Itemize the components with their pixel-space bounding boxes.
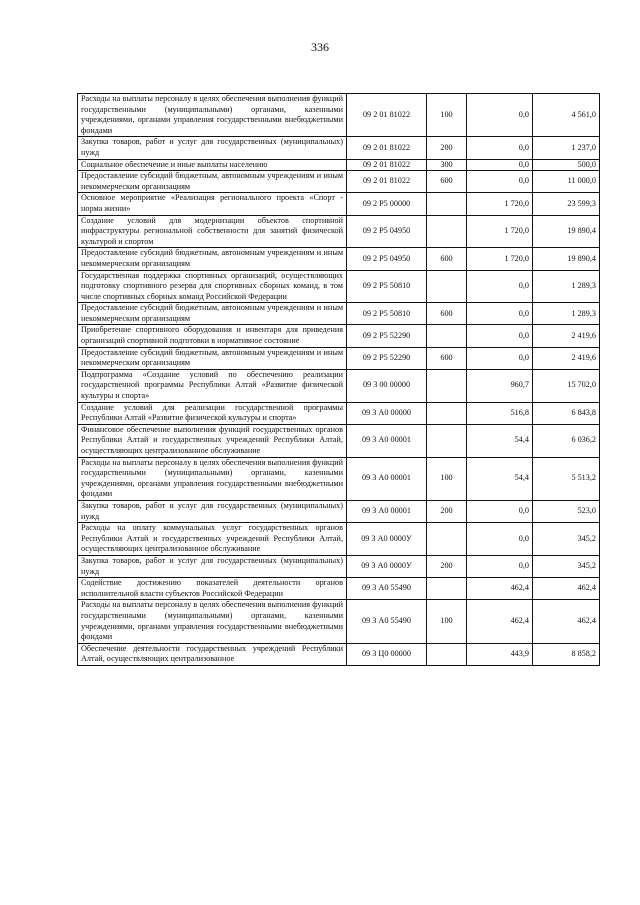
table-row xyxy=(78,159,600,171)
row-name-cell: Основное мероприятие «Реализация регионального проекта «Спорт - норма жизни» xyxy=(78,193,347,215)
row-amount-1-cell: 0,0 xyxy=(467,303,533,325)
row-expense-type-cell: 100 xyxy=(427,94,467,137)
row-expense-type-cell: 600 xyxy=(427,248,467,270)
table-row xyxy=(78,402,600,424)
row-name-cell: Предоставление субсидий бюджетным, автономным учреждениям и иным некоммерческим организациям xyxy=(78,347,347,369)
row-name-cell: Обеспечение деятельности государственных учреждений Республики Алтай, осуществляющих централизованное xyxy=(78,643,347,665)
row-code-cell: 09 3 А0 00000 xyxy=(347,402,427,424)
row-code-cell: 09 2 01 81022 xyxy=(347,159,427,171)
table-row xyxy=(78,457,600,500)
row-amount-1-cell: 1 720,0 xyxy=(467,248,533,270)
row-amount-2-cell: 8 858,2 xyxy=(533,643,600,665)
row-name-cell: Закупка товаров, работ и услуг для государственных (муниципальных) нужд xyxy=(78,500,347,522)
table-row xyxy=(78,248,600,270)
table-row xyxy=(78,424,600,457)
row-amount-2-cell: 345,2 xyxy=(533,555,600,577)
row-expense-type-cell: 100 xyxy=(427,457,467,500)
row-name-cell: Расходы на выплаты персоналу в целях обеспечения выполнения функций государственными (муниципальными) органами, казенными учреждениями, органами управления государственными внебюджетными фондами xyxy=(78,94,347,137)
row-amount-1-cell: 54,4 xyxy=(467,424,533,457)
row-code-cell: 09 2 01 81022 xyxy=(347,137,427,159)
row-amount-1-cell: 0,0 xyxy=(467,500,533,522)
row-name-cell: Предоставление субсидий бюджетным, автономным учреждениям и иным некоммерческим организациям xyxy=(78,248,347,270)
row-expense-type-cell xyxy=(427,578,467,600)
table-row xyxy=(78,303,600,325)
table-row xyxy=(78,347,600,369)
row-amount-1-cell: 0,0 xyxy=(467,325,533,347)
row-amount-2-cell: 4 561,0 xyxy=(533,94,600,137)
row-expense-type-cell xyxy=(427,270,467,303)
row-expense-type-cell xyxy=(427,523,467,556)
row-name-cell: Предоставление субсидий бюджетным, автономным учреждениям и иным некоммерческим организациям xyxy=(78,303,347,325)
row-amount-1-cell: 0,0 xyxy=(467,171,533,193)
row-expense-type-cell xyxy=(427,402,467,424)
row-amount-2-cell: 15 702,0 xyxy=(533,369,600,402)
row-code-cell: 09 3 А0 00001 xyxy=(347,500,427,522)
row-amount-1-cell: 1 720,0 xyxy=(467,193,533,215)
row-expense-type-cell: 200 xyxy=(427,555,467,577)
row-code-cell: 09 2 01 81022 xyxy=(347,94,427,137)
row-code-cell: 09 3 Ц0 00000 xyxy=(347,643,427,665)
row-name-cell: Расходы на выплаты персоналу в целях обеспечения выполнения функций государственными (муниципальными) органами, казенными учреждениями, органами управления государственными внебюджетными фондами xyxy=(78,600,347,643)
row-amount-2-cell: 345,2 xyxy=(533,523,600,556)
table-row xyxy=(78,325,600,347)
table-row xyxy=(78,193,600,215)
page-number: 336 xyxy=(311,40,329,54)
row-expense-type-cell: 600 xyxy=(427,303,467,325)
row-code-cell: 09 2 P5 04950 xyxy=(347,215,427,248)
row-code-cell: 09 3 А0 0000У xyxy=(347,555,427,577)
row-amount-1-cell: 0,0 xyxy=(467,159,533,171)
row-name-cell: Предоставление субсидий бюджетным, автономным учреждениям и иным некоммерческим организациям xyxy=(78,171,347,193)
table-row xyxy=(78,578,600,600)
row-amount-2-cell: 500,0 xyxy=(533,159,600,171)
row-code-cell: 09 3 А0 55490 xyxy=(347,600,427,643)
row-expense-type-cell: 300 xyxy=(427,159,467,171)
row-expense-type-cell: 200 xyxy=(427,500,467,522)
row-name-cell: Государственная поддержка спортивных организаций, осуществляющих подготовку спортивного резерва для спортивных сборных команд, в том числе спортивных сборных команд Российской Федерации xyxy=(78,270,347,303)
row-name-cell: Закупка товаров, работ и услуг для государственных (муниципальных) нужд xyxy=(78,137,347,159)
row-name-cell: Подпрограмма «Создание условий по обеспечению реализации государственной программы Республики Алтай «Развитие физической культуры и спорта» xyxy=(78,369,347,402)
row-amount-2-cell: 523,0 xyxy=(533,500,600,522)
row-code-cell: 09 3 00 00000 xyxy=(347,369,427,402)
row-amount-1-cell: 0,0 xyxy=(467,137,533,159)
row-amount-2-cell: 11 000,0 xyxy=(533,171,600,193)
row-amount-1-cell: 462,4 xyxy=(467,600,533,643)
table-row xyxy=(78,523,600,556)
row-amount-1-cell: 0,0 xyxy=(467,347,533,369)
table-row xyxy=(78,270,600,303)
row-amount-2-cell: 2 419,6 xyxy=(533,347,600,369)
row-amount-2-cell: 462,4 xyxy=(533,600,600,643)
row-name-cell: Создание условий для модернизации объектов спортивной инфраструктуры региональной собственности для занятий физической культурой и спортом xyxy=(78,215,347,248)
table-row xyxy=(78,94,600,137)
row-expense-type-cell: 200 xyxy=(427,137,467,159)
row-code-cell: 09 3 А0 0000У xyxy=(347,523,427,556)
table-row xyxy=(78,600,600,643)
row-code-cell: 09 3 А0 00001 xyxy=(347,457,427,500)
row-amount-1-cell: 0,0 xyxy=(467,523,533,556)
budget-table xyxy=(77,93,600,666)
row-expense-type-cell: 100 xyxy=(427,600,467,643)
row-amount-1-cell: 54,4 xyxy=(467,457,533,500)
row-amount-1-cell: 0,0 xyxy=(467,94,533,137)
row-amount-2-cell: 1 289,3 xyxy=(533,303,600,325)
table-row xyxy=(78,555,600,577)
table-row xyxy=(78,215,600,248)
budget-table-body xyxy=(78,94,600,666)
table-row xyxy=(78,137,600,159)
row-name-cell: Расходы на выплаты персоналу в целях обеспечения выполнения функций государственными (муниципальными) органами, казенными учреждениями, органами управления государственными внебюджетными фондами xyxy=(78,457,347,500)
row-code-cell: 09 2 P5 00000 xyxy=(347,193,427,215)
row-code-cell: 09 2 P5 50810 xyxy=(347,303,427,325)
row-expense-type-cell: 600 xyxy=(427,347,467,369)
row-code-cell: 09 2 P5 50810 xyxy=(347,270,427,303)
row-expense-type-cell xyxy=(427,215,467,248)
row-amount-2-cell: 2 419,6 xyxy=(533,325,600,347)
row-amount-1-cell: 516,8 xyxy=(467,402,533,424)
row-amount-2-cell: 5 513,2 xyxy=(533,457,600,500)
row-amount-1-cell: 443,9 xyxy=(467,643,533,665)
row-amount-2-cell: 1 289,3 xyxy=(533,270,600,303)
row-expense-type-cell xyxy=(427,643,467,665)
row-amount-2-cell: 462,4 xyxy=(533,578,600,600)
row-amount-2-cell: 19 890,4 xyxy=(533,215,600,248)
table-row xyxy=(78,369,600,402)
row-code-cell: 09 2 P5 04950 xyxy=(347,248,427,270)
row-code-cell: 09 2 P5 52290 xyxy=(347,347,427,369)
row-amount-1-cell: 960,7 xyxy=(467,369,533,402)
row-code-cell: 09 3 А0 55490 xyxy=(347,578,427,600)
table-row xyxy=(78,643,600,665)
row-amount-1-cell: 0,0 xyxy=(467,270,533,303)
row-expense-type-cell xyxy=(427,369,467,402)
row-name-cell: Социальное обеспечение и иные выплаты населению xyxy=(78,159,347,171)
row-code-cell: 09 3 А0 00001 xyxy=(347,424,427,457)
row-amount-2-cell: 23 599,3 xyxy=(533,193,600,215)
row-amount-2-cell: 1 237,0 xyxy=(533,137,600,159)
table-row xyxy=(78,500,600,522)
row-amount-2-cell: 6 036,2 xyxy=(533,424,600,457)
row-name-cell: Приобретение спортивного оборудования и инвентаря для приведения организаций спортивной подготовки в нормативное состояние xyxy=(78,325,347,347)
row-name-cell: Закупка товаров, работ и услуг для государственных (муниципальных) нужд xyxy=(78,555,347,577)
row-code-cell: 09 2 P5 52290 xyxy=(347,325,427,347)
row-amount-1-cell: 0,0 xyxy=(467,555,533,577)
row-amount-1-cell: 1 720,0 xyxy=(467,215,533,248)
row-name-cell: Создание условий для реализации государственной программы Республики Алтай «Развитие физической культуры и спорта» xyxy=(78,402,347,424)
row-name-cell: Финансовое обеспечение выполнения функций государственных органов Республики Алтай и государственных учреждений Республики Алтай, осуществляющих централизованное обслуживание xyxy=(78,424,347,457)
row-expense-type-cell xyxy=(427,424,467,457)
row-amount-1-cell: 462,4 xyxy=(467,578,533,600)
row-name-cell: Расходы на оплату коммунальных услуг государственных органов Республики Алтай и государственных учреждений Республики Алтай, осуществляющих централизованное обслуживание xyxy=(78,523,347,556)
row-name-cell: Содействие достижению показателей деятельности органов исполнительной власти субъектов Российской Федерации xyxy=(78,578,347,600)
row-expense-type-cell xyxy=(427,325,467,347)
row-amount-2-cell: 19 890,4 xyxy=(533,248,600,270)
row-expense-type-cell: 600 xyxy=(427,171,467,193)
row-code-cell: 09 2 01 81022 xyxy=(347,171,427,193)
table-row xyxy=(78,171,600,193)
row-expense-type-cell xyxy=(427,193,467,215)
row-amount-2-cell: 6 843,8 xyxy=(533,402,600,424)
